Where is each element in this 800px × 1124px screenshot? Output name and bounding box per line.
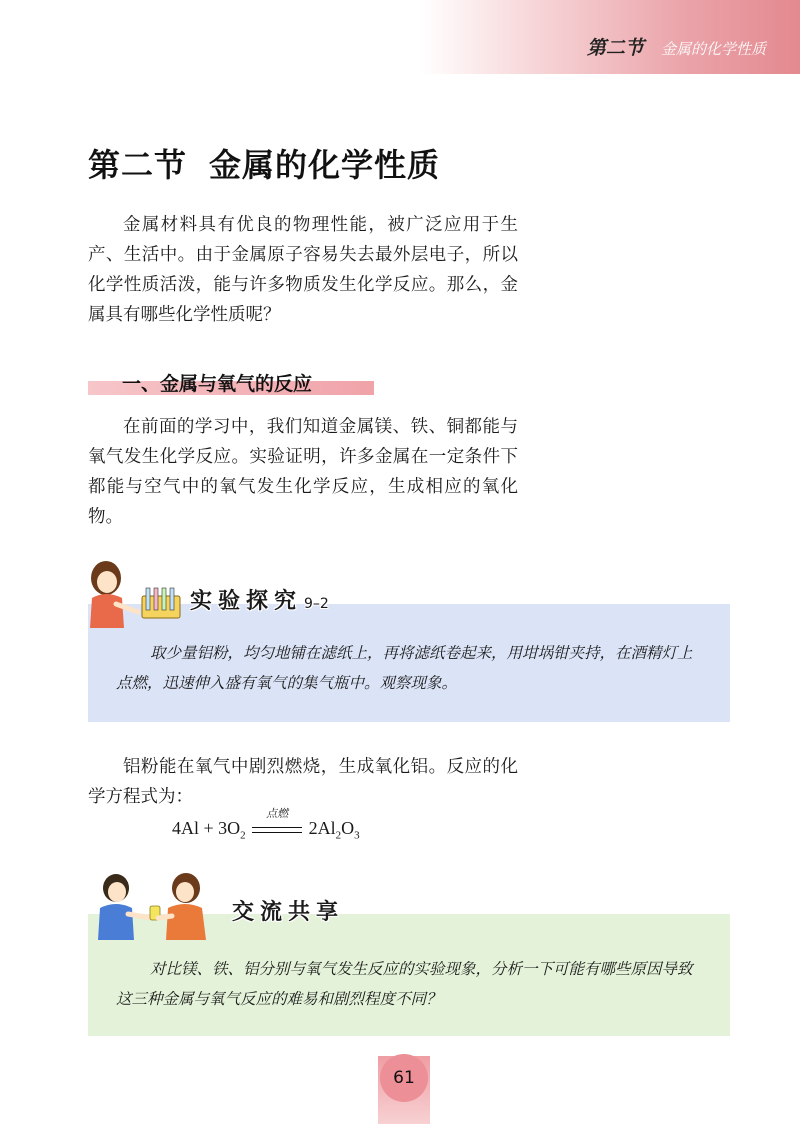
equation-reactants: 4Al + 3O [172,818,241,838]
running-header [587,33,766,60]
discussion-text: 对比镁、铁、铝分别与氧气发生反应的实验现象，分析一下可能有哪些原因导致这三种金属与氧气反应的难易和剧烈程度不同？ [116,960,693,1008]
equation-al-subscript: 2 [335,829,342,842]
experiment-number: 9–2 [304,596,329,612]
reaction-condition [252,806,302,839]
result-paragraph: 铝粉能在氧气中剧烈燃烧，生成氧化铝。反应的化学方程式为： [88,757,518,807]
equation-product-o: O [341,818,355,838]
equation-product: 2Al [308,818,336,838]
equation-o2-subscript: 2 [240,829,246,842]
chemical-equation [172,806,360,842]
subsection-heading: 一、金属与氧气的反应 [122,373,313,395]
title-section: 第二节 [88,146,188,184]
students-discussing-illustration [88,870,218,942]
title-name: 金属的化学性质 [209,146,441,184]
header-section-name: 金属的化学性质 [660,40,766,58]
experiment-label-text: 实验探究 [190,589,303,614]
equation-o-subscript: 3 [354,829,360,842]
discussion-label: 交流共享 [232,900,345,925]
experiment-label [190,584,329,615]
page-number: 61 [380,1054,428,1102]
experiment-text: 取少量铝粉，均匀地铺在滤纸上，再将滤纸卷起来，用坩埚钳夹持，在酒精灯上点燃，迅速伸入盛有氧气的集气瓶中。观察现象。 [116,644,693,692]
page-title [88,140,440,186]
girl-with-test-tubes-illustration [86,560,186,630]
header-section: 第二节 [586,37,644,59]
subsection-paragraph: 在前面的学习中，我们知道金属镁、铁、铜都能与氧气发生化学反应。实验证明，许多金属在一定条件下都能与空气中的氧气发生化学反应，生成相应的氧化物。 [88,417,518,527]
condition-label: 点燃 [266,806,289,820]
intro-paragraph: 金属材料具有优良的物理性能，被广泛应用于生产、生活中。由于金属原子容易失去最外层电子，所以化学性质活泼，能与许多物质发生化学反应。那么，金属具有哪些化学性质呢？ [88,215,518,325]
equals-line-bottom [252,832,302,833]
equals-line-top [252,827,302,828]
